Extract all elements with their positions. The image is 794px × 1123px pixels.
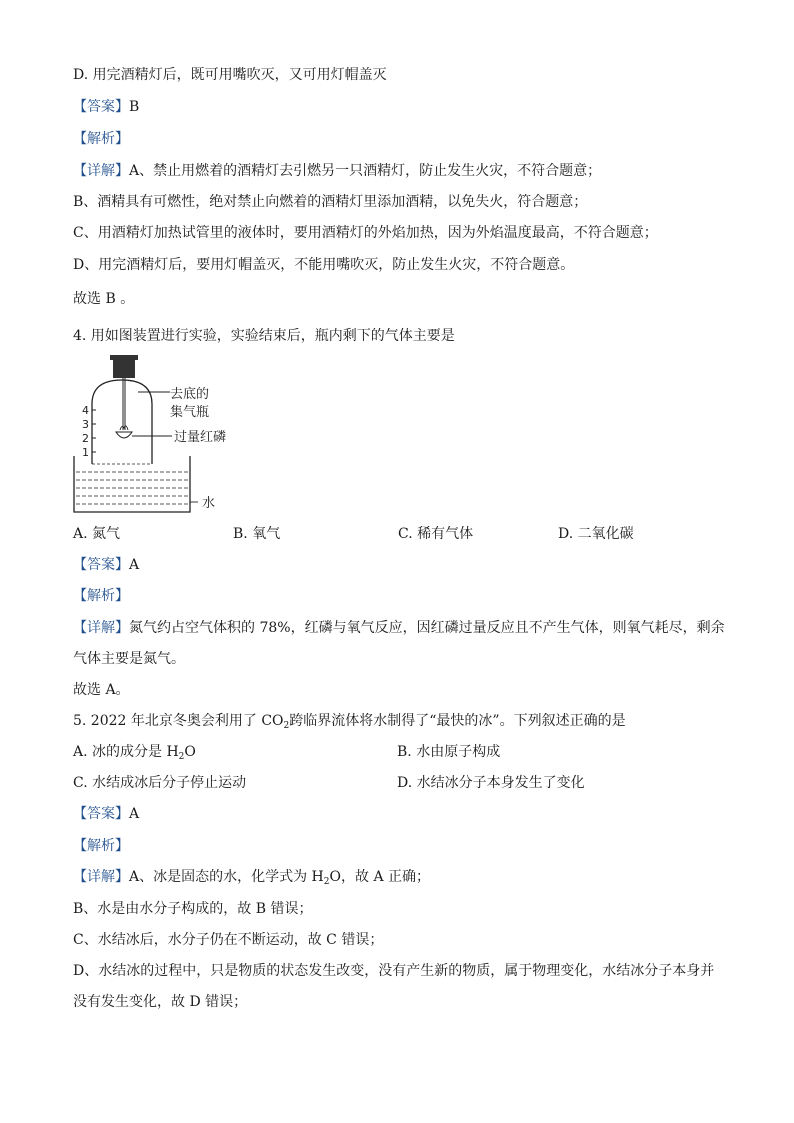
detail-text: A、冰是固态的水，化学式为 H	[129, 869, 324, 885]
q4-option-d: D. 二氧化碳	[558, 526, 634, 542]
q5-analysis-tag: 【解析】	[73, 838, 129, 854]
apparatus-svg	[66, 352, 256, 518]
stem-text-cont: 跨临界流体将水制得了“最快的冰”。下列叙述正确的是	[289, 713, 626, 729]
q5-option-c: C. 水结成冰后分子停止运动	[73, 775, 247, 791]
q5-detail-d-line1: D、水结冰的过程中，只是物质的状态发生改变，没有产生新的物质，属于物理变化，水结冰分子本身并	[73, 963, 715, 979]
q5-stem	[73, 711, 626, 736]
experiment-apparatus-figure	[66, 352, 256, 518]
detail-text: A、禁止用燃着的酒精灯去引燃另一只酒精灯，防止发生火灾，不符合题意；	[129, 163, 602, 179]
stem-text: 5. 2022 年北京冬奥会利用了 CO	[73, 713, 284, 729]
q3-analysis-tag: 【解析】	[73, 131, 129, 147]
subscript: 2	[178, 752, 185, 762]
label-jar-line2: 集气瓶	[170, 405, 210, 420]
subscript: 2	[323, 877, 330, 887]
answer-value: B	[129, 99, 140, 115]
q3-conclusion: 故选 B 。	[73, 291, 135, 307]
q5-option-a	[73, 742, 196, 767]
q4-option-b: B. 氧气	[233, 526, 281, 542]
q4-option-c: C. 稀有气体	[398, 526, 474, 542]
q3-detail-d: D、用完酒精灯后，要用灯帽盖灭，不能用嘴吹灭，防止发生火灾，不符合题意。	[73, 257, 575, 273]
label-water: 水	[202, 496, 216, 511]
q5-detail-a	[73, 867, 430, 892]
answer-value: A	[129, 557, 140, 573]
q4-answer	[73, 555, 139, 575]
q3-detail-a	[73, 161, 601, 181]
option-text: A. 冰的成分是 H	[73, 744, 179, 760]
q4-analysis-tag: 【解析】	[73, 588, 129, 604]
detail-text: 氮气约占空气体积的 78%，红磷与氧气反应，因红磷过量反应且不产生气体，则氧气耗尽，剩余	[129, 620, 725, 636]
label-jar-line1: 去底的	[170, 387, 210, 402]
detail-text-cont: O，故 A 正确；	[329, 869, 431, 885]
q4-detail-line1	[73, 618, 725, 638]
scale-mark-4: 4	[82, 404, 89, 417]
answer-tag: 【答案】	[73, 557, 129, 573]
detail-tag: 【详解】	[73, 163, 129, 179]
q3-option-d: D. 用完酒精灯后，既可用嘴吹灭，又可用灯帽盖灭	[73, 67, 387, 83]
q5-option-b: B. 水由原子构成	[397, 744, 501, 760]
scale-mark-1: 1	[82, 446, 89, 459]
answer-tag: 【答案】	[73, 806, 129, 822]
option-text-cont: O	[184, 744, 196, 760]
answer-value: A	[129, 806, 140, 822]
answer-tag: 【答案】	[73, 99, 129, 115]
scale-mark-2: 2	[82, 432, 89, 445]
label-red-phosphorus: 过量红磷	[174, 430, 227, 445]
q4-detail-line2: 气体主要是氮气。	[73, 651, 185, 667]
detail-tag: 【详解】	[73, 869, 129, 885]
q3-detail-b: B、酒精具有可燃性，绝对禁止向燃着的酒精灯里添加酒精，以免失火，符合题意；	[73, 194, 588, 210]
subscript: 2	[283, 721, 290, 731]
q5-answer	[73, 804, 139, 824]
q5-detail-b: B、水是由水分子构成的，故 B 错误；	[73, 901, 313, 917]
q4-option-a: A. 氮气	[73, 526, 121, 542]
q4-stem: 4. 用如图装置进行实验，实验结束后，瓶内剩下的气体主要是	[73, 328, 455, 344]
q5-detail-c: C、水结冰后，水分子仍在不断运动，故 C 错误；	[73, 932, 384, 948]
q5-option-d: D. 水结冰分子本身发生了变化	[397, 775, 585, 791]
q3-answer	[73, 97, 139, 117]
q3-detail-c: C、用酒精灯加热试管里的液体时，要用酒精灯的外焰加热，因为外焰温度最高，不符合题意；	[73, 225, 658, 241]
detail-tag: 【详解】	[73, 620, 129, 636]
q5-detail-d-line2: 没有发生变化，故 D 错误；	[73, 994, 248, 1010]
scale-mark-3: 3	[82, 418, 89, 431]
q4-conclusion: 故选 A。	[73, 682, 130, 698]
